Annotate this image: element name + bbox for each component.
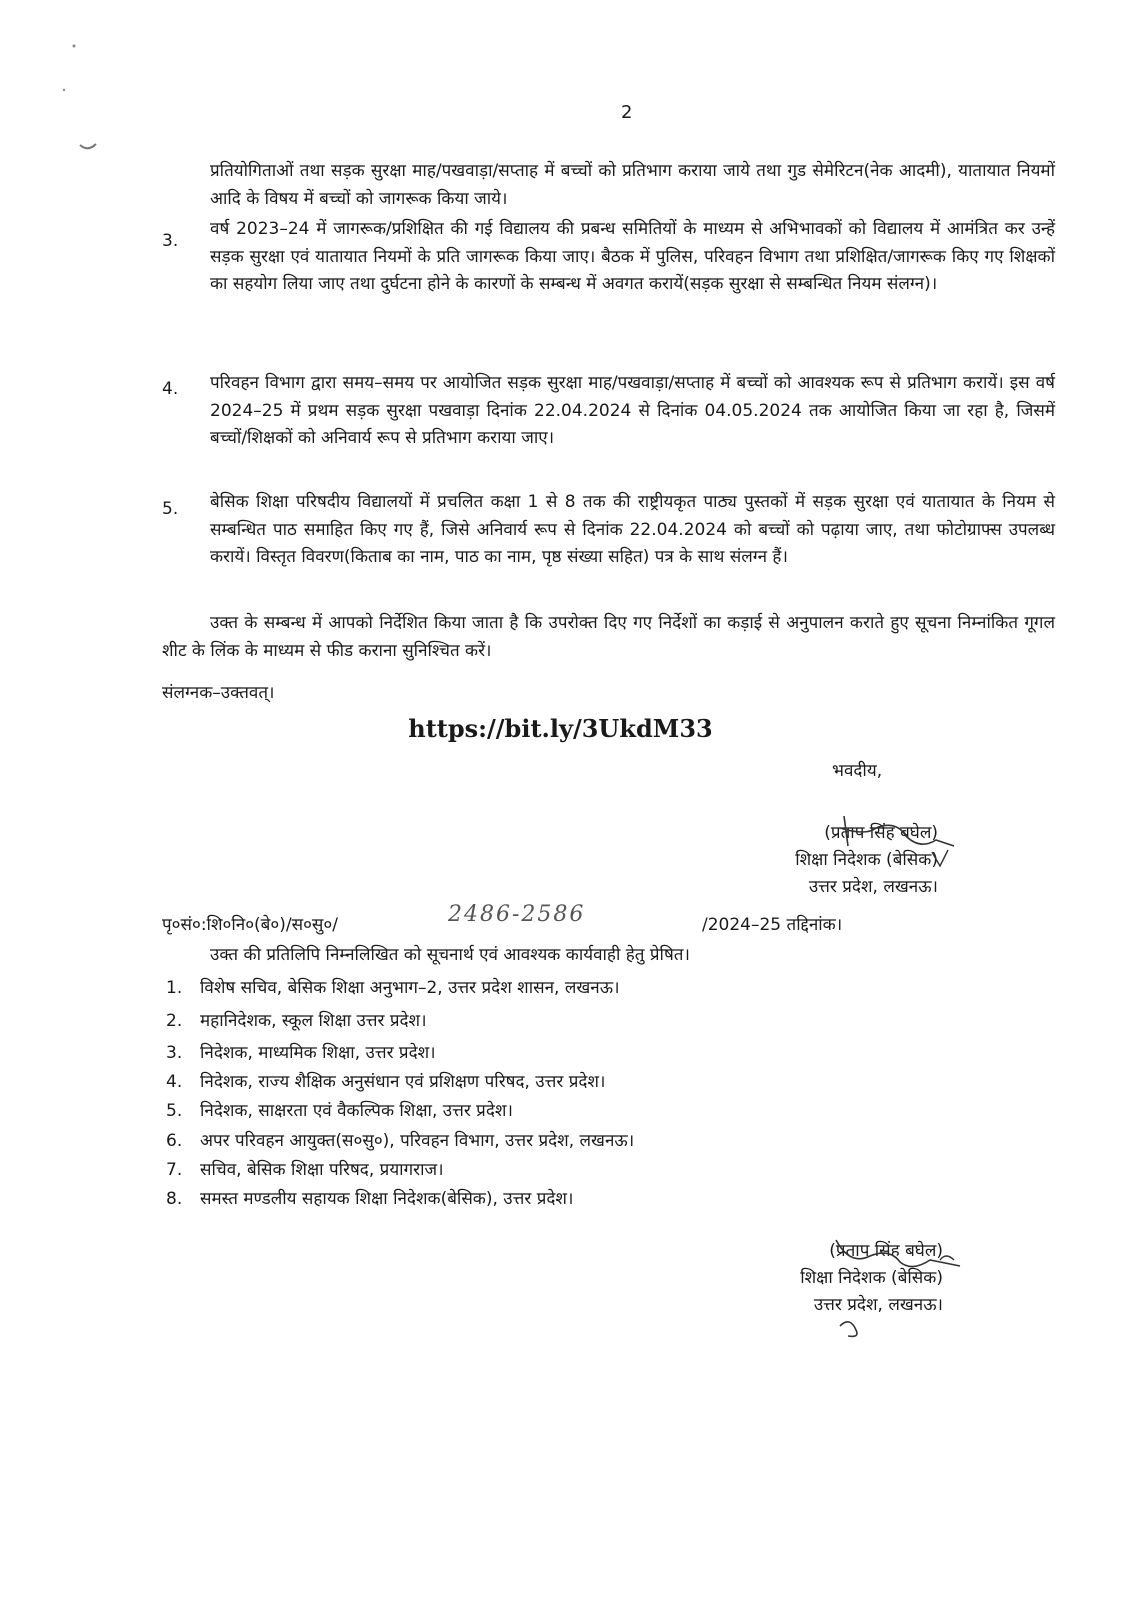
reference-line	[162, 912, 338, 938]
point-5-number: 5.	[162, 499, 179, 519]
list-item: 6. अपर परिवहन आयुक्त(स०सु०), परिवहन विभाग, उत्तर प्रदेश, लखनऊ।	[166, 1131, 635, 1151]
copy-intro: उक्त की प्रतिलिपि निम्नलिखित को सूचनार्थ एवं आवश्यक कार्यवाही हेतु प्रेषित।	[210, 945, 690, 965]
signatory-name: (प्रताप सिंह बघेल)	[829, 1241, 943, 1261]
signatory-designation: शिक्षा निदेशक (बेसिक)	[800, 1268, 943, 1288]
signatory-location: उत्तर प्रदेश, लखनऊ।	[813, 1295, 943, 1315]
point-5-text: बेसिक शिक्षा परिषदीय विद्यालयों में प्रचलित कक्षा 1 से 8 तक की राष्ट्रीयकृत पाठ्य पुस्तकों में सड़क सुरक्षा एवं यातायात के नियम से सम्बन्धित पाठ समाहित किए गए हैं, जिसे अनिवार्य रूप से दिनांक 22.04.2024 को बच्चों को पढ़ाया जाए, तथा फोटोग्राफ्स उपलब्ध करायें। विस्तृत विवरण(किताब का नाम, पाठ का नाम, पृष्ठ संख्या सहित) पत्र के साथ संलग्न हैं।	[210, 492, 1055, 567]
signature-scribble-1	[836, 806, 966, 876]
signatory-location: उत्तर प्रदेश, लखनऊ।	[808, 877, 938, 897]
point-4-text: परिवहन विभाग द्वारा समय–समय पर आयोजित सड़क सुरक्षा माह/पखवाड़ा/सप्ताह में बच्चों को आवश्यक रूप से प्रतिभाग करायें। इस वर्ष 2024–25 में प्रथम सड़क सुरक्षा पखवाड़ा दिनांक 22.04.2024 से दिनांक 04.05.2024 तक आयोजित किया जा रहा है, जिसमें बच्चों/शिक्षकों को अनिवार्य रूप से प्रतिभाग कराया जाए।	[210, 373, 1055, 448]
signature-scribble-2	[820, 1226, 970, 1356]
list-item: 3. निदेशक, माध्यमिक शिक्षा, उत्तर प्रदेश।	[166, 1043, 436, 1063]
list-item: 5. निदेशक, साक्षरता एवं वैकल्पिक शिक्षा, उत्तर प्रदेश।	[166, 1101, 513, 1121]
google-sheet-link[interactable]: https://bit.ly/3UkdM33	[408, 714, 713, 743]
point-3-text: वर्ष 2023–24 में जागरूक/प्रशिक्षित की गई विद्यालय की प्रबन्ध समितियों के माध्यम से अभिभावकों को विद्यालय में आमंत्रित कर उन्हें सड़क सुरक्षा एवं यातायात नियमों के प्रति जागरूक किया जाए। बैठक में पुलिस, परिवहन विभाग तथा प्रशिक्षित/जागरूक किए गए शिक्षकों का सहयोग लिया जाए तथा दुर्घटना होने के कारणों के सम्बन्ध में अवगत करायें(सड़क सुरक्षा से सम्बन्धित नियम संलग्न)।	[210, 219, 1055, 294]
intro-paragraph: प्रतियोगिताओं तथा सड़क सुरक्षा माह/पखवाड़ा/सप्ताह में बच्चों को प्रतिभाग कराया जाये तथा गुड सेमेरिटन(नेक आदमी), यातायात नियमों आदि के विषय में बच्चों को जागरूक किया जाये।	[210, 161, 1055, 209]
enclosure: संलग्नक–उक्तवत्।	[162, 683, 275, 703]
list-item: 2. महानिदेशक, स्कूल शिक्षा उत्तर प्रदेश।	[166, 1011, 427, 1031]
point-4-number: 4.	[162, 379, 179, 399]
scan-marks	[60, 40, 110, 160]
list-item: 4. निदेशक, राज्य शैक्षिक अनुसंधान एवं प्रशिक्षण परिषद, उत्तर प्रदेश।	[166, 1072, 606, 1092]
yours-faithfully: भवदीय,	[832, 761, 883, 781]
point-3-number: 3.	[162, 231, 179, 251]
list-item: 1. विशेष सचिव, बेसिक शिक्षा अनुभाग–2, उत्तर प्रदेश शासन, लखनऊ।	[166, 978, 620, 998]
page-number: 2	[621, 102, 633, 123]
reference-prefix: पृ०सं०:शि०नि०(बे०)/स०सु०/	[162, 915, 338, 935]
list-item: 7. सचिव, बेसिक शिक्षा परिषद, प्रयागराज।	[166, 1160, 444, 1180]
closing-paragraph: उक्त के सम्बन्ध में आपको निर्देशित किया जाता है कि उपरोक्त दिए गए निर्देशों का कड़ाई से अनुपालन कराते हुए सूचना निम्नांकित गूगल शीट के लिंक के माध्यम से फीड कराना सुनिश्चित करें।	[162, 613, 1055, 661]
signatory-designation: शिक्षा निदेशक (बेसिक)	[795, 850, 938, 870]
reference-suffix: /2024–25 तद्दिनांक।	[702, 915, 843, 935]
list-item: 8. समस्त मण्डलीय सहायक शिक्षा निदेशक(बेसिक), उत्तर प्रदेश।	[166, 1189, 574, 1209]
signatory-name: (प्रताप सिंह बघेल)	[824, 823, 938, 843]
reference-handwritten-number: 2486-2586	[448, 902, 586, 927]
